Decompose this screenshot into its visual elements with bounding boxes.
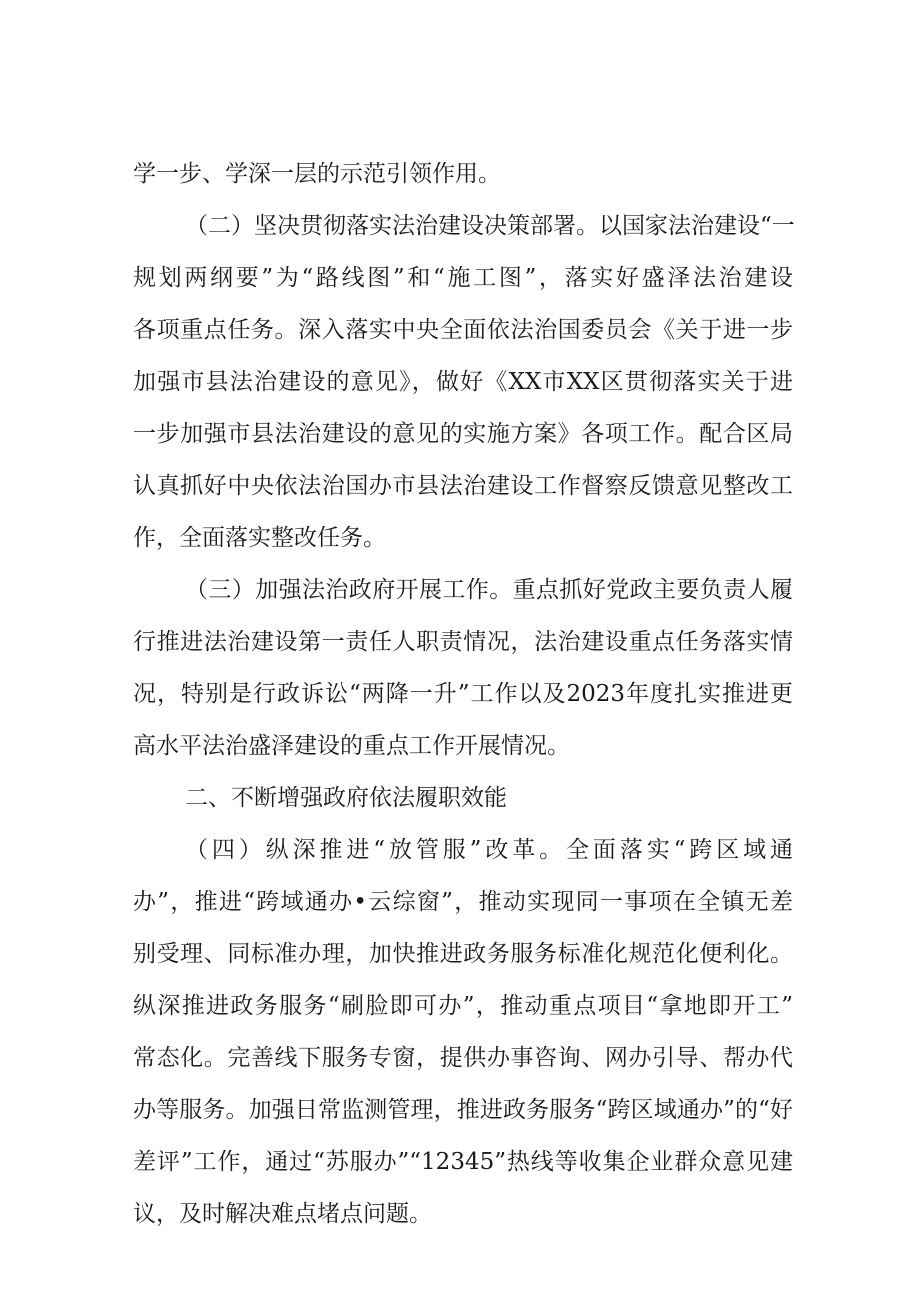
text-line: 规划两纲要”为“路线图”和“施工图”，落实好盛泽法治建设 (133, 265, 793, 291)
chapter-heading: 二、不断增强政府依法履职效能 (185, 785, 507, 811)
text-line: 差评”工作，通过“苏服办”“12345”热线等收集企业群众意见建 (133, 1149, 793, 1175)
section-heading-4: （四）纵深推进“放管服”改革。全面落实“跨区域通 (185, 837, 793, 863)
text-line: 作，全面落实整改任务。 (133, 525, 386, 551)
text-line: 况，特别是行政诉讼“两降一升”工作以及2023年度扎实推进更 (133, 681, 793, 707)
text-line: 议，及时解决难点堵点问题。 (133, 1201, 432, 1227)
section-heading-3: （三）加强法治政府开展工作。重点抓好党政主要负责人履 (185, 577, 793, 603)
text-line: 加强市县法治建设的意见》，做好《XX市XX区贯彻落实关于进 (133, 369, 793, 395)
text-line: 认真抓好中央依法治国办市县法治建设工作督察反馈意见整改工 (133, 473, 793, 499)
text-line: 各项重点任务。深入落实中央全面依法治国委员会《关于进一步 (133, 317, 793, 343)
text-line: 别受理、同标准办理，加快推进政务服务标准化规范化便利化。 (133, 941, 793, 967)
text-line: 学一步、学深一层的示范引领作用。 (133, 161, 501, 187)
text-line: 办等服务。加强日常监测管理，推进政务服务“跨区域通办”的“好 (133, 1097, 793, 1123)
text-line: 纵深推进政务服务“刷脸即可办”，推动重点项目“拿地即开工” (133, 993, 793, 1019)
text-line: 高水平法治盛泽建设的重点工作开展情况。 (133, 733, 570, 759)
text-line: 行推进法治建设第一责任人职责情况，法治建设重点任务落实情 (133, 629, 793, 655)
text-line: 办”，推进“跨域通办•云综窗”，推动实现同一事项在全镇无差 (133, 889, 793, 915)
text-line: 常态化。完善线下服务专窗，提供办事咨询、网办引导、帮办代 (133, 1045, 793, 1071)
text-line: 一步加强市县法治建设的意见的实施方案》各项工作。配合区局 (133, 421, 793, 447)
section-heading-2: （二）坚决贯彻落实法治建设决策部署。以国家法治建设“一 (185, 213, 795, 239)
